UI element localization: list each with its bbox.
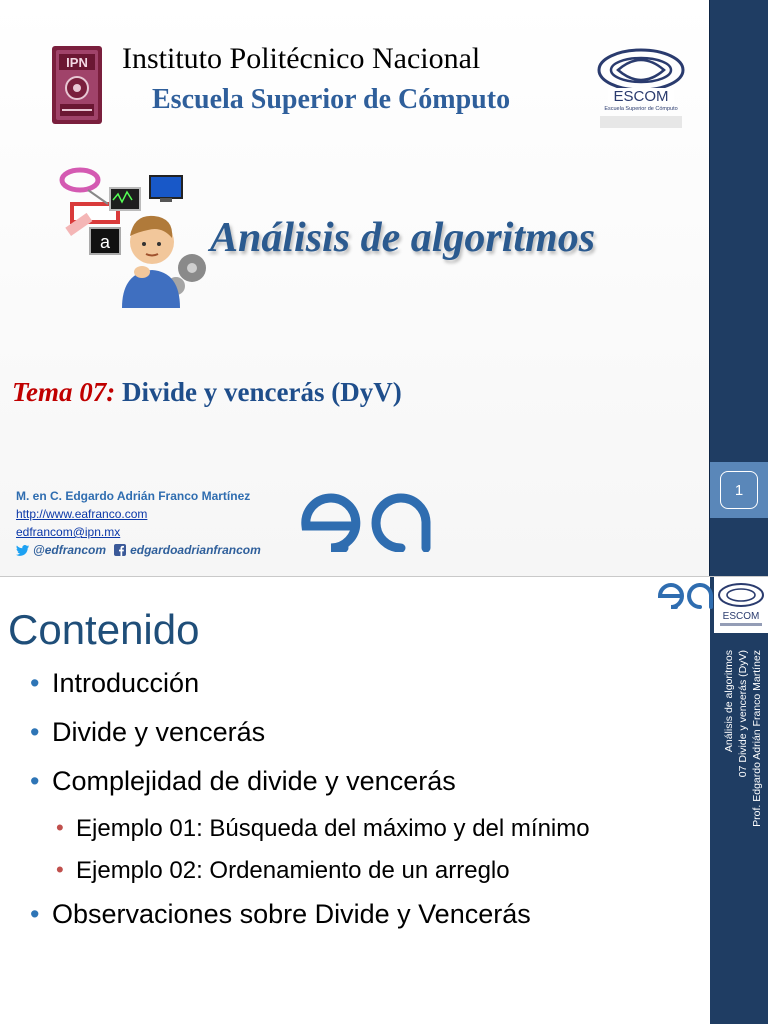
list-item: • Complejidad de divide y vencerás: [30, 766, 590, 797]
escom-logo: [596, 44, 686, 130]
sidebar-caption: [722, 650, 768, 850]
ea-logo-small: [656, 579, 714, 609]
facebook-icon: [114, 544, 126, 556]
ea-logo: [298, 488, 432, 552]
course-title: Análisis de algoritmos: [210, 215, 596, 261]
facebook-handle[interactable]: edgardoadrianfrancom: [130, 543, 261, 557]
course-illustration: [58, 160, 208, 310]
list-item: • Ejemplo 01: Búsqueda del máximo y del mínimo: [30, 815, 590, 843]
author-name: M. en C. Edgardo Adrián Franco Martínez: [16, 489, 251, 503]
sidebar-line: 07 Divide y vencerás (DyV): [737, 650, 749, 778]
svg-text:ESCOM: ESCOM: [613, 88, 669, 105]
svg-text:ESCOM: ESCOM: [722, 611, 760, 622]
school-name: Escuela Superior de Cómputo: [152, 84, 511, 115]
svg-text:IPN: IPN: [66, 55, 88, 70]
svg-text:a: a: [99, 232, 111, 252]
author-info: [16, 487, 261, 559]
escom-logo-small: [714, 577, 768, 633]
institution-name: Instituto Politécnico Nacional: [122, 42, 481, 75]
twitter-handle[interactable]: @edfrancom: [33, 543, 107, 557]
ipn-logo: [50, 44, 104, 126]
list-item: • Ejemplo 02: Ordenamiento de un arreglo: [30, 857, 590, 885]
page-number: 1: [720, 471, 758, 509]
topic-heading: [12, 377, 402, 408]
sidebar-line: Análisis de algoritmos: [723, 650, 735, 753]
topic-title: Divide y vencerás (DyV): [122, 377, 402, 407]
contents-title: Contenido: [8, 606, 200, 653]
contents-list: [30, 668, 590, 948]
topic-label: Tema 07:: [12, 377, 116, 407]
website-link[interactable]: http://www.eafranco.com: [16, 507, 148, 521]
list-item: • Observaciones sobre Divide y Vencerás: [30, 899, 590, 930]
svg-text:Escuela Superior de Cómputo: Escuela Superior de Cómputo: [604, 106, 678, 112]
twitter-icon: [16, 545, 29, 556]
contents-slide: [0, 577, 768, 1024]
sidebar-line: Prof. Edgardo Adrián Franco Martínez: [751, 650, 763, 827]
list-item: • Divide y vencerás: [30, 717, 590, 748]
email-link[interactable]: edfrancom@ipn.mx: [16, 525, 121, 539]
page-number-box: [710, 462, 768, 518]
social-links: [16, 541, 261, 559]
list-item: • Introducción: [30, 668, 590, 699]
